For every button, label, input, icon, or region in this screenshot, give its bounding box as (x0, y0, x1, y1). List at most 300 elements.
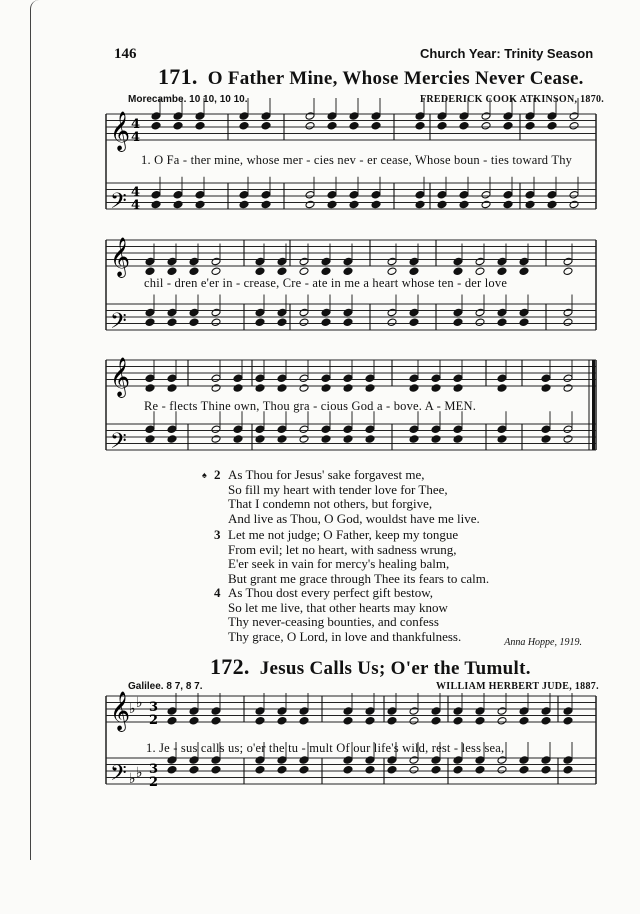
notehead (365, 756, 375, 765)
notehead (321, 267, 331, 276)
notehead (343, 374, 353, 383)
stanza-line: So fill my heart with tender love for Thee, (228, 481, 448, 497)
notehead (371, 112, 381, 121)
stanza-line: So let me live, that other hearts may know (228, 599, 448, 615)
treble-clef-icon: 𝄞 (110, 111, 131, 151)
notehead (349, 121, 359, 130)
notehead (541, 384, 551, 393)
notehead (211, 384, 221, 393)
notehead (277, 267, 287, 276)
notehead (299, 707, 309, 716)
notehead (349, 112, 359, 121)
notehead (387, 267, 397, 276)
notehead (453, 425, 463, 434)
notehead (211, 374, 221, 383)
notehead (277, 425, 287, 434)
notehead (211, 716, 221, 725)
notehead (563, 435, 573, 444)
notehead (497, 267, 507, 276)
notehead (525, 121, 535, 130)
notehead (277, 756, 287, 765)
bass-clef-icon: 𝄢 (110, 309, 127, 339)
notehead (431, 374, 441, 383)
notehead (541, 707, 551, 716)
notehead (173, 112, 183, 121)
notehead (453, 765, 463, 774)
notehead (409, 318, 419, 327)
notehead (145, 374, 155, 383)
notehead (343, 318, 353, 327)
notehead (387, 716, 397, 725)
hymn-172-number: 172. (210, 654, 250, 679)
stanza-4 (214, 586, 461, 644)
stanza-3 (214, 528, 489, 586)
notehead (475, 765, 485, 774)
notehead (167, 384, 177, 393)
notehead (211, 435, 221, 444)
notehead (167, 756, 177, 765)
notehead (145, 267, 155, 276)
notehead (167, 267, 177, 276)
notehead (145, 435, 155, 444)
notehead (497, 425, 507, 434)
notehead (475, 308, 485, 317)
stanza-line: As Thou dost every perfect gift bestow, (228, 585, 434, 600)
stanza-marker-icon: ♠ (202, 470, 207, 480)
notehead (503, 200, 513, 209)
notehead (409, 435, 419, 444)
notehead (343, 384, 353, 393)
notehead (239, 200, 249, 209)
notehead (387, 308, 397, 317)
stanza-number: 4 (214, 585, 221, 600)
notehead (525, 200, 535, 209)
stanza-2 (214, 468, 480, 526)
notehead (563, 267, 573, 276)
notehead (563, 318, 573, 327)
notehead (541, 435, 551, 444)
notehead (475, 257, 485, 266)
notehead (299, 756, 309, 765)
notehead (277, 716, 287, 725)
notehead (189, 257, 199, 266)
notehead (173, 190, 183, 199)
notehead (239, 190, 249, 199)
notehead (475, 267, 485, 276)
notehead (409, 756, 419, 765)
notehead (299, 267, 309, 276)
notehead (299, 716, 309, 725)
notehead (519, 707, 529, 716)
notehead (327, 200, 337, 209)
notehead (409, 267, 419, 276)
notehead (415, 190, 425, 199)
notehead (519, 308, 529, 317)
notehead (239, 112, 249, 121)
notehead (233, 425, 243, 434)
notehead (547, 112, 557, 121)
svg-text:♭: ♭ (129, 701, 136, 717)
notehead (277, 707, 287, 716)
notehead (261, 112, 271, 121)
notehead (481, 112, 491, 121)
stanza-line: And live as Thou, O God, wouldst have me live. (228, 510, 480, 526)
notehead (569, 200, 579, 209)
notehead (189, 318, 199, 327)
notehead (321, 374, 331, 383)
notehead (481, 200, 491, 209)
notehead (365, 765, 375, 774)
notehead (299, 425, 309, 434)
notehead (437, 112, 447, 121)
notehead (569, 121, 579, 130)
notehead (415, 112, 425, 121)
notehead (365, 707, 375, 716)
notehead (343, 707, 353, 716)
notehead (563, 425, 573, 434)
notehead (321, 257, 331, 266)
stanza-line: From evil; let no heart, with sadness wrung, (228, 541, 457, 557)
notehead (497, 756, 507, 765)
notehead (277, 765, 287, 774)
notehead (563, 765, 573, 774)
notehead (387, 318, 397, 327)
notehead (173, 200, 183, 209)
notehead (519, 257, 529, 266)
hymn-172-tune: Galilee. 8 7, 8 7. (128, 681, 203, 692)
notehead (525, 190, 535, 199)
notehead (563, 707, 573, 716)
notehead (277, 257, 287, 266)
notehead (255, 765, 265, 774)
svg-text:♭: ♭ (136, 695, 143, 711)
notehead (305, 190, 315, 199)
notehead (409, 257, 419, 266)
treble-clef-icon: 𝄞 (110, 237, 131, 277)
notehead (151, 190, 161, 199)
notehead (321, 435, 331, 444)
notehead (277, 435, 287, 444)
notehead (321, 425, 331, 434)
notehead (503, 121, 513, 130)
notehead (541, 716, 551, 725)
notehead (453, 716, 463, 725)
notehead (305, 121, 315, 130)
notehead (497, 384, 507, 393)
notehead (167, 435, 177, 444)
hymn-172-title: Jesus Calls Us; O'er the Tumult. (259, 658, 531, 679)
notehead (453, 318, 463, 327)
notehead (145, 318, 155, 327)
notehead (437, 121, 447, 130)
translator-credit: Anna Hoppe, 1919. (504, 637, 582, 648)
notehead (431, 384, 441, 393)
notehead (299, 318, 309, 327)
notehead (167, 257, 177, 266)
notehead (211, 318, 221, 327)
svg-text:4: 4 (131, 130, 141, 145)
notehead (481, 121, 491, 130)
notehead (151, 112, 161, 121)
notehead (343, 756, 353, 765)
bass-clef-icon: 𝄢 (110, 189, 127, 219)
notehead (343, 267, 353, 276)
notehead (409, 374, 419, 383)
bass-clef-icon: 𝄢 (110, 761, 127, 791)
notehead (431, 765, 441, 774)
hymn-171-title: O Father Mine, Whose Mercies Never Cease. (207, 68, 584, 89)
notehead (189, 267, 199, 276)
notehead (453, 756, 463, 765)
notehead (563, 257, 573, 266)
notehead (167, 374, 177, 383)
stanza-line: Thy grace, O Lord, in love and thankfulness. (228, 628, 462, 644)
stanza-line: Let me not judge; O Father, keep my tongue (228, 527, 459, 542)
notehead (211, 308, 221, 317)
svg-text:4: 4 (131, 198, 141, 213)
notehead (167, 425, 177, 434)
notehead (563, 374, 573, 383)
notehead (409, 707, 419, 716)
flat-key-signature-icon (129, 695, 143, 787)
notehead (453, 257, 463, 266)
notehead (437, 190, 447, 199)
hymn-171-lyrics-line-3: Re - flects Thine own, Thou gra - cious God a - bove. A - MEN. (144, 399, 477, 413)
notehead (497, 765, 507, 774)
hymn-172-title-block (210, 654, 531, 680)
notehead (459, 121, 469, 130)
notehead (371, 190, 381, 199)
notehead (409, 308, 419, 317)
notehead (189, 716, 199, 725)
notehead (497, 435, 507, 444)
notehead (255, 756, 265, 765)
notehead (255, 308, 265, 317)
notehead (453, 267, 463, 276)
notehead (371, 200, 381, 209)
notehead (233, 384, 243, 393)
svg-text:3: 3 (149, 762, 159, 777)
stanza-line: But grant me grace through Thee its fears to calm. (228, 570, 490, 586)
treble-clef-icon: 𝄞 (110, 691, 131, 731)
notehead (371, 121, 381, 130)
notehead (365, 384, 375, 393)
notehead (327, 121, 337, 130)
notehead (255, 384, 265, 393)
notehead (195, 200, 205, 209)
notehead (431, 716, 441, 725)
notehead (453, 308, 463, 317)
notehead (497, 716, 507, 725)
notehead (387, 707, 397, 716)
notehead (349, 190, 359, 199)
notehead (431, 435, 441, 444)
notehead (563, 308, 573, 317)
notehead (211, 707, 221, 716)
notehead (387, 765, 397, 774)
notehead (167, 318, 177, 327)
notehead (563, 384, 573, 393)
notehead (541, 756, 551, 765)
notehead (211, 257, 221, 266)
notehead (459, 190, 469, 199)
svg-text:♭: ♭ (129, 771, 136, 787)
notehead (525, 112, 535, 121)
notehead (299, 374, 309, 383)
final-barline (592, 360, 595, 450)
notehead (167, 707, 177, 716)
notehead (343, 257, 353, 266)
notehead (343, 308, 353, 317)
notehead (431, 425, 441, 434)
notehead (189, 707, 199, 716)
notehead (541, 374, 551, 383)
notehead (541, 765, 551, 774)
notehead (453, 707, 463, 716)
notehead (459, 112, 469, 121)
notehead (151, 121, 161, 130)
hymn-171-lyrics-line-1: 1. O Fa - ther mine, whose mer - cies nev - er cease, Whose boun - ties toward Thy (141, 153, 573, 167)
notehead (387, 756, 397, 765)
notehead (409, 425, 419, 434)
notehead (261, 200, 271, 209)
stanza-line: That I condemn not others, but forgive, (228, 496, 433, 511)
stanza-line: E'er seek in vain for mercy's healing balm, (228, 556, 450, 571)
notehead (145, 257, 155, 266)
notehead (195, 190, 205, 199)
notehead (255, 425, 265, 434)
notehead (459, 200, 469, 209)
notehead (255, 716, 265, 725)
notehead (195, 112, 205, 121)
notehead (233, 374, 243, 383)
notehead (145, 425, 155, 434)
notehead (569, 190, 579, 199)
notehead (409, 765, 419, 774)
notehead (255, 374, 265, 383)
notehead (305, 112, 315, 121)
notehead (211, 765, 221, 774)
treble-clef-icon: 𝄞 (110, 357, 131, 397)
notehead (497, 318, 507, 327)
notehead (409, 384, 419, 393)
notehead (299, 257, 309, 266)
notehead (189, 308, 199, 317)
notehead (519, 756, 529, 765)
notehead (519, 716, 529, 725)
notehead (305, 200, 315, 209)
notehead (277, 318, 287, 327)
notehead (475, 756, 485, 765)
notehead (365, 374, 375, 383)
svg-text:2: 2 (149, 775, 159, 790)
notehead (321, 308, 331, 317)
notehead (453, 435, 463, 444)
page-number: 146 (114, 46, 137, 62)
notehead (299, 384, 309, 393)
svg-text:♭: ♭ (136, 765, 143, 781)
notehead (503, 112, 513, 121)
notehead (343, 765, 353, 774)
notehead (475, 707, 485, 716)
notehead (431, 707, 441, 716)
notehead (343, 425, 353, 434)
notehead (497, 257, 507, 266)
notehead (239, 121, 249, 130)
notehead (255, 267, 265, 276)
svg-text:4: 4 (131, 117, 141, 132)
notehead (327, 112, 337, 121)
notehead (547, 200, 557, 209)
notehead (497, 374, 507, 383)
notehead (189, 756, 199, 765)
notehead (261, 121, 271, 130)
notehead (145, 384, 155, 393)
notehead (151, 200, 161, 209)
notehead (409, 716, 419, 725)
stanza-number: 3 (214, 527, 221, 542)
stanza-number: 2 (214, 467, 221, 482)
notehead (569, 112, 579, 121)
notehead (541, 425, 551, 434)
notehead (167, 765, 177, 774)
notehead (365, 435, 375, 444)
notehead (349, 200, 359, 209)
notehead (343, 716, 353, 725)
notehead (475, 716, 485, 725)
stanza-line: Thy never-ceasing bounties, and confess (228, 614, 439, 629)
notehead (437, 200, 447, 209)
notehead (415, 121, 425, 130)
notehead (365, 425, 375, 434)
notehead (519, 318, 529, 327)
svg-text:3: 3 (149, 700, 159, 715)
notehead (503, 190, 513, 199)
notehead (277, 374, 287, 383)
notehead (211, 425, 221, 434)
notehead (343, 435, 353, 444)
hymn-171-number: 171. (158, 64, 198, 89)
hymn-172-lyrics-line-1: 1. Je - sus calls us; o'er the tu - mult Of our life's wild, rest - less sea, (146, 741, 505, 755)
notehead (563, 716, 573, 725)
notehead (211, 267, 221, 276)
notehead (277, 308, 287, 317)
notehead (415, 200, 425, 209)
notehead (195, 121, 205, 130)
section-heading: Church Year: Trinity Season (420, 46, 594, 61)
notehead (233, 435, 243, 444)
notehead (431, 756, 441, 765)
notehead (547, 190, 557, 199)
notehead (255, 318, 265, 327)
notehead (277, 384, 287, 393)
stanza-line: As Thou for Jesus' sake forgavest me, (228, 467, 425, 482)
notehead (299, 765, 309, 774)
bass-clef-icon: 𝄢 (110, 429, 127, 459)
notehead (563, 756, 573, 765)
notehead (453, 374, 463, 383)
hymn-171-composer: FREDERICK COOK ATKINSON, 1870. (420, 94, 605, 105)
notehead (519, 765, 529, 774)
notehead (255, 435, 265, 444)
notehead (211, 756, 221, 765)
notehead (145, 308, 155, 317)
notehead (327, 190, 337, 199)
hymn-171-lyrics-line-2: chil - dren e'er in - crease, Cre - ate in me a heart whose ten - der love (144, 276, 508, 290)
notehead (167, 308, 177, 317)
svg-text:4: 4 (131, 185, 141, 200)
svg-text:2: 2 (149, 713, 159, 728)
